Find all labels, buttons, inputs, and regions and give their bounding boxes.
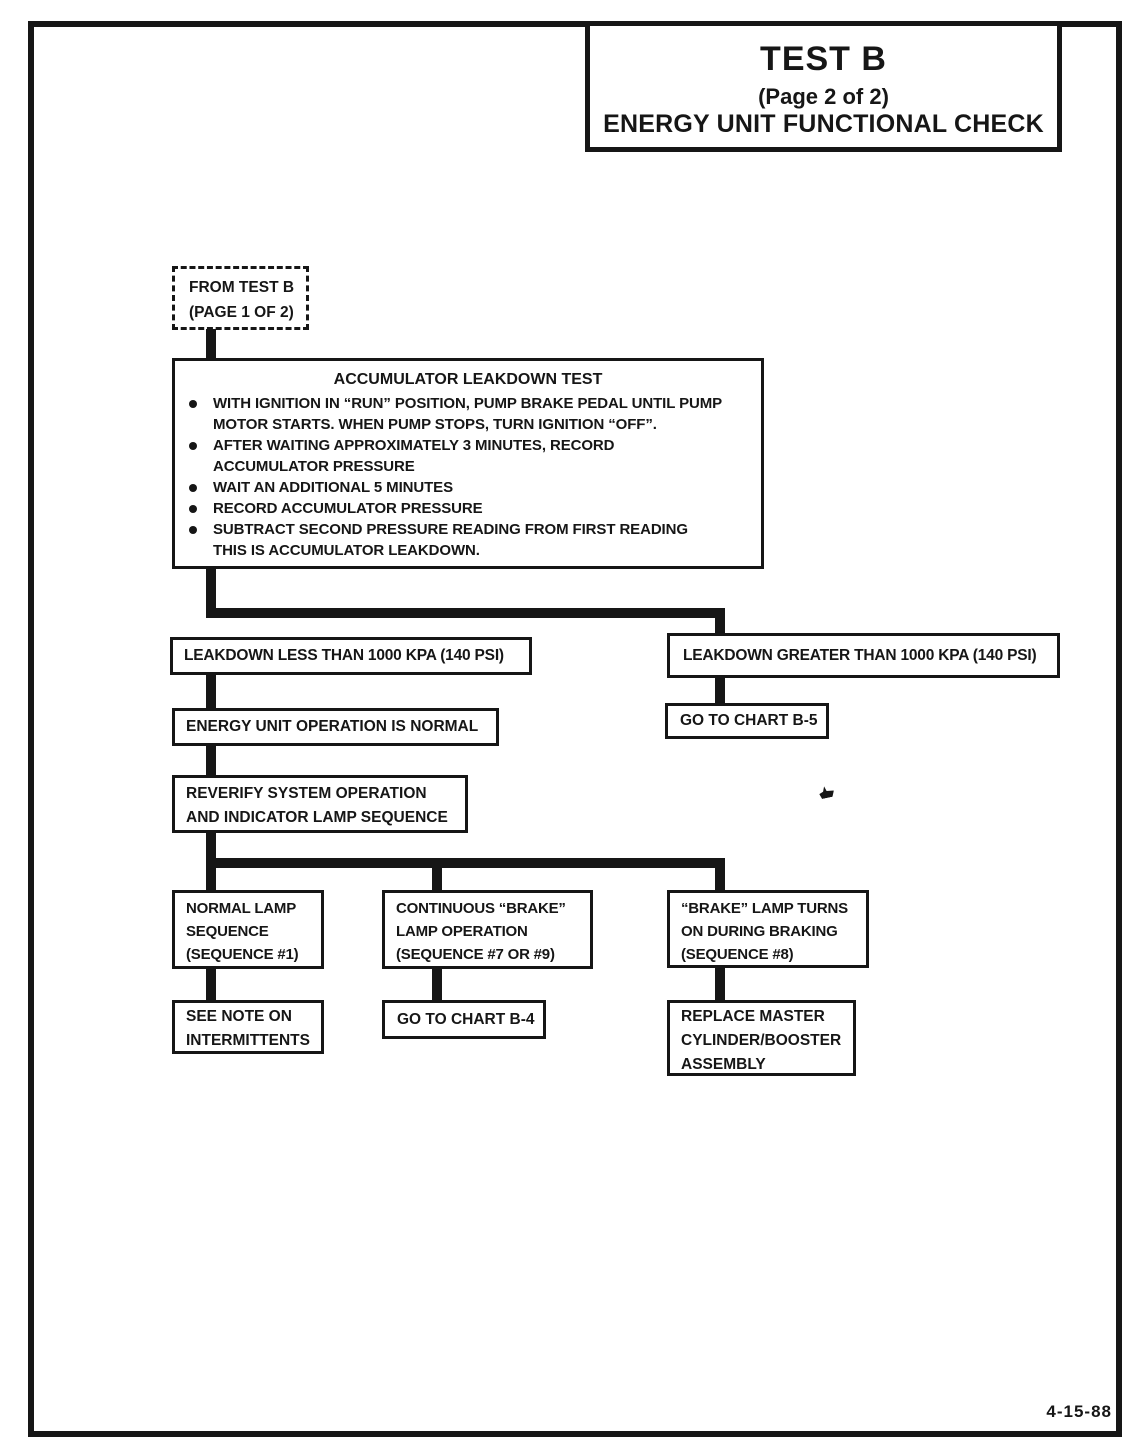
bullet-line: THIS IS ACCUMULATOR LEAKDOWN.: [213, 542, 480, 559]
flow-node-line: FROM TEST B: [189, 279, 295, 296]
connector-line: [206, 608, 725, 618]
bullet-icon: [187, 498, 213, 519]
bullet-item: [187, 498, 753, 519]
flow-node-go-to-chart-b5: [665, 703, 829, 739]
flow-node-line: (SEQUENCE #1): [186, 946, 299, 963]
bullet-icon: [187, 519, 213, 561]
connector-line: [432, 969, 442, 1000]
flow-node-line: SEQUENCE: [186, 923, 269, 940]
flow-node-line: NORMAL LAMP: [186, 900, 297, 917]
flow-node-line: CYLINDER/BOOSTER: [681, 1032, 842, 1049]
flow-node-line: REPLACE MASTER: [681, 1008, 825, 1025]
flow-node-line: AND INDICATOR LAMP SEQUENCE: [186, 809, 448, 826]
bullet-line: WAIT AN ADDITIONAL 5 MINUTES: [213, 479, 453, 496]
page-number: (Page 2 of 2): [758, 84, 889, 109]
flow-node-reverify-system: [172, 775, 468, 833]
flow-node-line: LAMP OPERATION: [396, 923, 528, 940]
flow-node-line: (SEQUENCE #7 OR #9): [396, 946, 555, 963]
flow-node-see-note-intermittents: [172, 1000, 324, 1054]
connector-line: [715, 608, 725, 635]
bullet-line: ACCUMULATOR PRESSURE: [213, 458, 415, 475]
flow-node-line: SEE NOTE ON: [186, 1008, 292, 1025]
bullet-line: RECORD ACCUMULATOR PRESSURE: [213, 500, 483, 517]
connector-line: [432, 858, 442, 890]
flow-node-label: LEAKDOWN GREATER THAN 1000 KPA (140 PSI): [683, 646, 1037, 664]
flow-node-line: ASSEMBLY: [681, 1056, 766, 1073]
chart-heading: ENERGY UNIT FUNCTIONAL CHECK: [603, 110, 1044, 138]
flow-node-brake-lamp-during-braking: [667, 890, 869, 968]
flow-node-replace-master-cylinder: [667, 1000, 856, 1076]
accumulator-test-steps: [175, 391, 761, 561]
flow-node-line: INTERMITTENTS: [186, 1032, 310, 1049]
flow-node-line: REVERIFY SYSTEM OPERATION: [186, 785, 427, 802]
accumulator-test-title: ACCUMULATOR LEAKDOWN TEST: [333, 371, 603, 388]
connector-line: [715, 858, 725, 890]
flow-node-line: ON DURING BRAKING: [681, 923, 838, 940]
flow-node-line: (PAGE 1 OF 2): [189, 304, 294, 321]
connector-line: [206, 969, 216, 1000]
title-block: [585, 21, 1062, 152]
connector-line: [206, 329, 216, 359]
connector-line: [206, 675, 216, 709]
flow-node-line: (SEQUENCE #8): [681, 946, 794, 963]
bullet-item: [187, 519, 753, 561]
bullet-item: [187, 393, 753, 435]
connector-line: [715, 968, 725, 1000]
flow-node-from-test-b: [172, 266, 309, 330]
flow-node-leakdown-less: [170, 637, 532, 675]
date-stamp: 4-15-88: [1046, 1402, 1112, 1421]
flow-node-label: LEAKDOWN LESS THAN 1000 KPA (140 PSI): [184, 647, 504, 664]
connector-line: [206, 858, 725, 868]
page-title: TEST B: [760, 40, 887, 78]
flow-node-label: GO TO CHART B-5: [680, 712, 818, 729]
bullet-line: WITH IGNITION IN “RUN” POSITION, PUMP BRAKE PEDAL UNTIL PUMP: [213, 395, 723, 412]
bullet-icon: [187, 393, 213, 435]
flow-node-normal-lamp-sequence: [172, 890, 324, 969]
bullet-item: [187, 435, 753, 477]
connector-line: [206, 569, 216, 613]
flow-node-line: “BRAKE” LAMP TURNS: [681, 900, 848, 917]
flow-node-continuous-brake-lamp: [382, 890, 593, 969]
flow-node-go-to-chart-b4: [382, 1000, 546, 1039]
flow-node-energy-unit-normal: [172, 708, 499, 746]
flow-node-label: ENERGY UNIT OPERATION IS NORMAL: [186, 718, 479, 735]
bullet-icon: [187, 435, 213, 477]
flow-node-accumulator-leakdown-test: [172, 358, 764, 569]
bullet-icon: [187, 477, 213, 498]
bullet-item: [187, 477, 753, 498]
flow-node-label: GO TO CHART B-4: [397, 1010, 535, 1028]
connector-line: [715, 678, 725, 704]
bullet-line: SUBTRACT SECOND PRESSURE READING FROM FIRST READING: [213, 521, 688, 538]
flow-node-line: CONTINUOUS “BRAKE”: [396, 900, 566, 917]
bullet-line: MOTOR STARTS. WHEN PUMP STOPS, TURN IGNITION “OFF”.: [213, 416, 657, 433]
bullet-line: AFTER WAITING APPROXIMATELY 3 MINUTES, RECORD: [213, 437, 615, 454]
flow-node-leakdown-greater: [667, 633, 1060, 678]
connector-line: [206, 746, 216, 776]
